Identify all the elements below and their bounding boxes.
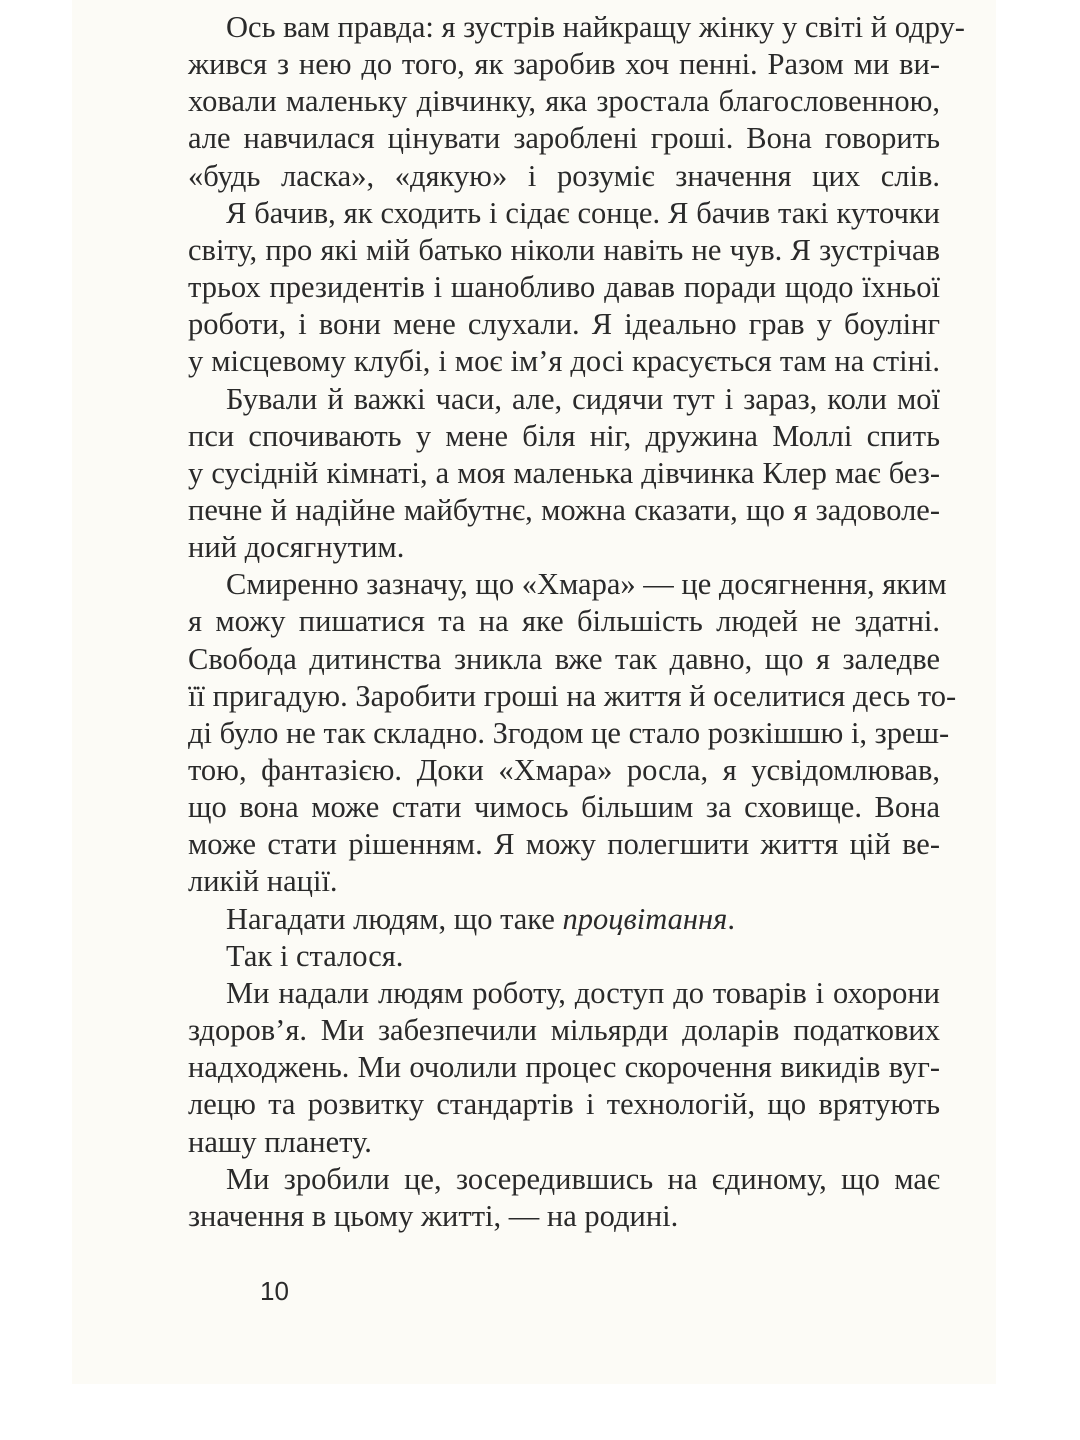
text-line: значення в цьому житті, — на родині.: [188, 1198, 679, 1233]
text-line: ді було не так складно. Згодом це стало розкішшю і, зреш-: [188, 715, 950, 750]
text-line: жився з нею до того, як заробив хоч пенні. Разом ми ви-: [188, 47, 940, 82]
page-number: 10: [260, 1276, 289, 1306]
text-line: Бували й важкі часи, але, сидячи тут і зараз, коли мої: [226, 381, 940, 416]
text-line: я можу пишатися та на яке більшість людей не здатні.: [188, 604, 940, 639]
text-line: печне й надійне майбутнє, можна сказати, що я задоволе-: [188, 492, 940, 527]
text-line: пси спочивають у мене біля ніг, дружина Моллі спить: [188, 418, 940, 453]
text-line: ний досягнутим.: [188, 530, 405, 565]
text-line: але навчилася цінувати зароблені гроші. Вона говорить: [188, 121, 940, 156]
text-line: ховали маленьку дівчинку, яка зростала благословенною,: [188, 84, 940, 119]
text-line: «будь ласка», «дякую» і розуміє значення цих слів.: [188, 158, 940, 193]
text-line: нашу планету.: [188, 1124, 372, 1159]
text-line: роботи, і вони мене слухали. Я ідеально грав у боулінг: [188, 307, 940, 342]
text-line: надходжень. Ми очолили процес скорочення викидів вуг-: [188, 1050, 940, 1085]
text-line: у сусідній кімнаті, а моя маленька дівчинка Клер має без-: [188, 455, 940, 490]
text-line: Ми надали людям роботу, доступ до товарів і охорони: [226, 975, 940, 1010]
text-line: що вона може стати чимось більшим за сховище. Вона: [188, 790, 940, 825]
text-line: її пригадую. Заробити гроші на життя й оселитися десь то-: [188, 678, 957, 713]
text-line: Ось вам правда: я зустрів найкращу жінку у світі й одру-: [226, 10, 965, 44]
text-line: Я бачив, як сходить і сідає сонце. Я бачив такі куточки: [226, 195, 940, 230]
text-line: лецю та розвитку стандартів і технологій, що врятують: [188, 1087, 940, 1122]
text-line: Нагадати людям, що таке процвітання.: [226, 901, 735, 936]
text-line: тою, фантазією. Доки «Хмара» росла, я усвідомлював,: [188, 753, 940, 787]
emphasis: процвітання: [562, 901, 728, 936]
text-line: Свобода дитинства зникла вже так давно, що я заледве: [188, 641, 940, 676]
text-line: Смиренно зазначу, що «Хмара» — це досягнення, яким: [226, 567, 947, 602]
text-line: Так і сталося.: [226, 938, 404, 973]
text-line: у місцевому клубі, і моє ім’я досі красується там на стіні.: [188, 344, 940, 379]
book-page: [72, 0, 996, 1384]
text-line: ликій нації.: [188, 864, 338, 899]
text-line: Ми зробили це, зосередившись на єдиному, що має: [226, 1161, 940, 1196]
text-line: здоров’я. Ми забезпечили мільярди доларів податкових: [188, 1013, 940, 1048]
text-line: світу, про які мій батько ніколи навіть не чув. Я зустрічав: [188, 232, 940, 267]
text-line: трьох президентів і шанобливо давав поради щодо їхньої: [188, 270, 940, 305]
text-line: може стати рішенням. Я можу полегшити життя цій ве-: [188, 827, 940, 862]
